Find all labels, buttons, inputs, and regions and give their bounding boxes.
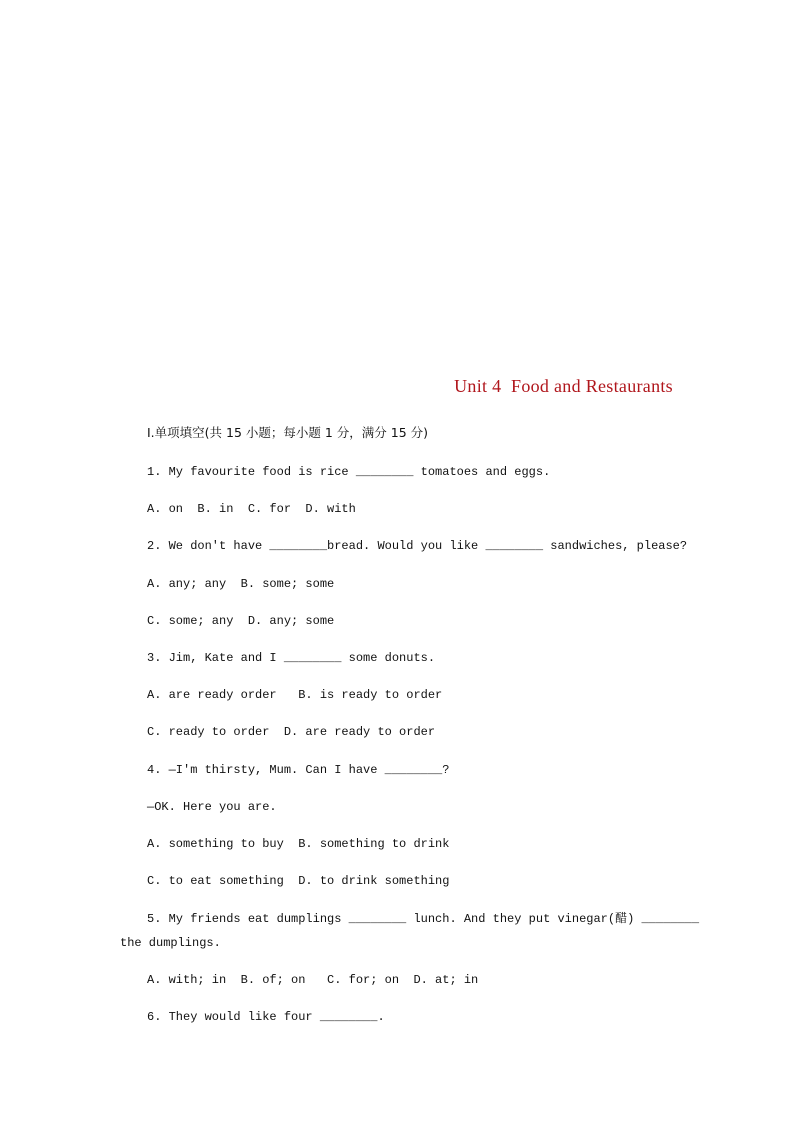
section-heading: Ⅰ.单项填空(共 15 小题；每小题 1 分，满分 15 分)	[147, 425, 429, 440]
question-1: 1. My favourite food is rice ________ tomatoes and eggs.	[147, 465, 551, 479]
question-5-continued: the dumplings.	[120, 936, 221, 950]
question-2-options-ab: A. any; any B. some; some	[147, 577, 335, 591]
question-2-options-cd: C. some; any D. any; some	[147, 614, 335, 628]
question-1-options: A. on B. in C. for D. with	[147, 502, 356, 516]
question-2: 2. We don't have ________bread. Would you like ________ sandwiches, please?	[147, 539, 688, 553]
question-3: 3. Jim, Kate and I ________ some donuts.	[147, 651, 436, 665]
question-3-options-ab: A. are ready order B. is ready to order	[147, 688, 443, 702]
question-5: 5. My friends eat dumplings ________ lunch. And they put vinegar(醋) ________	[147, 912, 700, 926]
question-4-options-ab: A. something to buy B. something to drink	[147, 837, 450, 851]
question-3-options-cd: C. ready to order D. are ready to order	[147, 725, 436, 739]
document-title: Unit 4 Food and Restaurants	[454, 376, 673, 396]
question-5-options: A. with; in B. of; on C. for; on D. at; in	[147, 973, 479, 987]
question-6: 6. They would like four ________.	[147, 1010, 385, 1024]
question-4-reply: —OK. Here you are.	[147, 800, 277, 814]
question-4: 4. —I'm thirsty, Mum. Can I have ________?	[147, 763, 450, 777]
question-4-options-cd: C. to eat something D. to drink something	[147, 874, 450, 888]
